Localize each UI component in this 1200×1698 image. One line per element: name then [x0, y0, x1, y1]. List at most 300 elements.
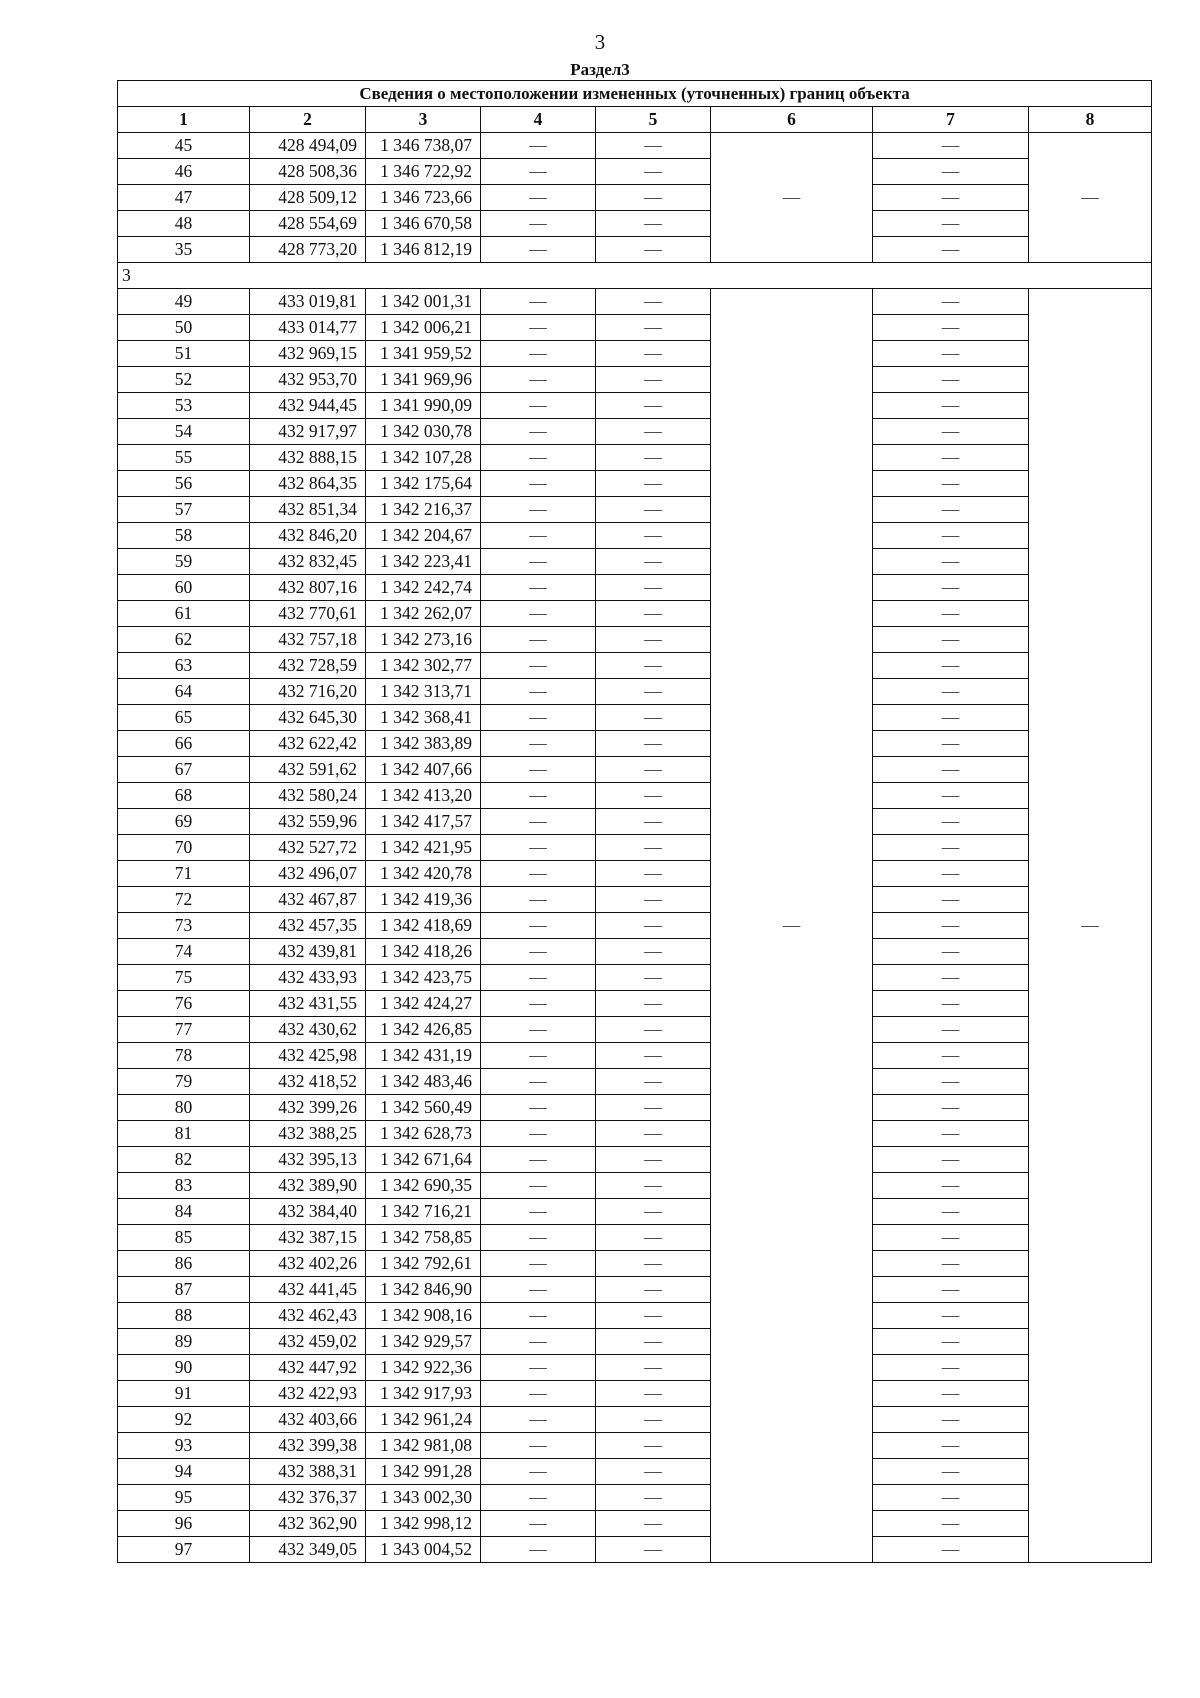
col4-cell: —	[481, 861, 596, 887]
table-row	[118, 1251, 1152, 1277]
y-coordinate-cell: 1 342 216,37	[366, 497, 481, 523]
table-row	[118, 1433, 1152, 1459]
col4-cell: —	[481, 887, 596, 913]
column-header: 3	[366, 107, 481, 133]
col4-cell: —	[481, 627, 596, 653]
col7-cell: —	[873, 237, 1029, 263]
x-coordinate-cell: 432 580,24	[250, 783, 366, 809]
col5-cell: —	[596, 627, 711, 653]
col4-cell: —	[481, 315, 596, 341]
x-coordinate-cell: 432 402,26	[250, 1251, 366, 1277]
point-number-cell: 92	[118, 1407, 250, 1433]
x-coordinate-cell: 432 716,20	[250, 679, 366, 705]
y-coordinate-cell: 1 342 383,89	[366, 731, 481, 757]
x-coordinate-cell: 432 888,15	[250, 445, 366, 471]
table-row	[118, 757, 1152, 783]
col4-cell: —	[481, 1017, 596, 1043]
col4-cell: —	[481, 939, 596, 965]
col5-cell: —	[596, 861, 711, 887]
point-number-cell: 97	[118, 1537, 250, 1563]
column-header: 7	[873, 107, 1029, 133]
col5-cell: —	[596, 601, 711, 627]
point-number-cell: 67	[118, 757, 250, 783]
table-row	[118, 783, 1152, 809]
y-coordinate-cell: 1 342 424,27	[366, 991, 481, 1017]
col5-cell: —	[596, 419, 711, 445]
col4-cell: —	[481, 1407, 596, 1433]
y-coordinate-cell: 1 342 273,16	[366, 627, 481, 653]
col4-cell: —	[481, 289, 596, 315]
col7-cell: —	[873, 185, 1029, 211]
col5-cell: —	[596, 835, 711, 861]
table-row	[118, 1043, 1152, 1069]
col4-cell: —	[481, 1147, 596, 1173]
x-coordinate-cell: 432 431,55	[250, 991, 366, 1017]
col4-cell: —	[481, 185, 596, 211]
x-coordinate-cell: 432 388,25	[250, 1121, 366, 1147]
y-coordinate-cell: 1 342 302,77	[366, 653, 481, 679]
point-number-cell: 74	[118, 939, 250, 965]
table-row	[118, 237, 1152, 263]
table-row	[118, 1095, 1152, 1121]
col5-cell: —	[596, 1173, 711, 1199]
point-number-cell: 63	[118, 653, 250, 679]
col4-cell: —	[481, 1485, 596, 1511]
col4-cell: —	[481, 471, 596, 497]
col7-cell: —	[873, 835, 1029, 861]
x-coordinate-cell: 432 433,93	[250, 965, 366, 991]
point-number-cell: 79	[118, 1069, 250, 1095]
col5-cell: —	[596, 1355, 711, 1381]
col4-cell: —	[481, 913, 596, 939]
point-number-cell: 45	[118, 133, 250, 159]
col8-merged-cell: —	[1029, 289, 1152, 1563]
y-coordinate-cell: 1 342 690,35	[366, 1173, 481, 1199]
table-caption: Сведения о местоположении измененных (уточненных) границ объекта	[118, 81, 1152, 107]
point-number-cell: 94	[118, 1459, 250, 1485]
table-row	[118, 419, 1152, 445]
table-row	[118, 471, 1152, 497]
col5-cell: —	[596, 1095, 711, 1121]
col5-cell: —	[596, 757, 711, 783]
point-number-cell: 55	[118, 445, 250, 471]
x-coordinate-cell: 432 917,97	[250, 419, 366, 445]
col4-cell: —	[481, 835, 596, 861]
point-number-cell: 48	[118, 211, 250, 237]
table-row	[118, 1277, 1152, 1303]
col5-cell: —	[596, 991, 711, 1017]
x-coordinate-cell: 428 508,36	[250, 159, 366, 185]
table-row	[118, 965, 1152, 991]
x-coordinate-cell: 433 019,81	[250, 289, 366, 315]
y-coordinate-cell: 1 342 368,41	[366, 705, 481, 731]
point-number-cell: 88	[118, 1303, 250, 1329]
table-row	[118, 341, 1152, 367]
table-row	[118, 887, 1152, 913]
y-coordinate-cell: 1 342 431,19	[366, 1043, 481, 1069]
col7-cell: —	[873, 1381, 1029, 1407]
col7-cell: —	[873, 757, 1029, 783]
col7-cell: —	[873, 159, 1029, 185]
point-number-cell: 87	[118, 1277, 250, 1303]
col7-cell: —	[873, 1433, 1029, 1459]
y-coordinate-cell: 1 342 204,67	[366, 523, 481, 549]
x-coordinate-cell: 432 846,20	[250, 523, 366, 549]
table-row	[118, 549, 1152, 575]
col5-cell: —	[596, 159, 711, 185]
point-number-cell: 78	[118, 1043, 250, 1069]
col5-cell: —	[596, 1537, 711, 1563]
col4-cell: —	[481, 1173, 596, 1199]
column-header: 1	[118, 107, 250, 133]
table-row	[118, 991, 1152, 1017]
col5-cell: —	[596, 1381, 711, 1407]
point-number-cell: 46	[118, 159, 250, 185]
col7-cell: —	[873, 289, 1029, 315]
x-coordinate-cell: 428 554,69	[250, 211, 366, 237]
x-coordinate-cell: 432 459,02	[250, 1329, 366, 1355]
col7-cell: —	[873, 523, 1029, 549]
x-coordinate-cell: 432 757,18	[250, 627, 366, 653]
column-header: 8	[1029, 107, 1152, 133]
col7-cell: —	[873, 705, 1029, 731]
table-row	[118, 289, 1152, 315]
col5-cell: —	[596, 1017, 711, 1043]
col7-cell: —	[873, 393, 1029, 419]
x-coordinate-cell: 432 349,05	[250, 1537, 366, 1563]
x-coordinate-cell: 432 832,45	[250, 549, 366, 575]
col7-cell: —	[873, 1121, 1029, 1147]
table-row	[118, 159, 1152, 185]
point-number-cell: 81	[118, 1121, 250, 1147]
point-number-cell: 53	[118, 393, 250, 419]
col7-cell: —	[873, 1225, 1029, 1251]
point-number-cell: 80	[118, 1095, 250, 1121]
table-row	[118, 861, 1152, 887]
col4-cell: —	[481, 1355, 596, 1381]
col5-cell: —	[596, 1199, 711, 1225]
x-coordinate-cell: 432 362,90	[250, 1511, 366, 1537]
y-coordinate-cell: 1 342 006,21	[366, 315, 481, 341]
y-coordinate-cell: 1 342 001,31	[366, 289, 481, 315]
col4-cell: —	[481, 341, 596, 367]
table-row	[118, 1121, 1152, 1147]
boundary-coordinates-table	[117, 80, 1152, 1563]
col5-cell: —	[596, 393, 711, 419]
point-number-cell: 35	[118, 237, 250, 263]
col7-cell: —	[873, 1069, 1029, 1095]
y-coordinate-cell: 1 346 723,66	[366, 185, 481, 211]
col5-cell: —	[596, 1459, 711, 1485]
y-coordinate-cell: 1 342 407,66	[366, 757, 481, 783]
point-number-cell: 61	[118, 601, 250, 627]
col5-cell: —	[596, 289, 711, 315]
point-number-cell: 47	[118, 185, 250, 211]
x-coordinate-cell: 432 462,43	[250, 1303, 366, 1329]
col4-cell: —	[481, 445, 596, 471]
point-number-cell: 68	[118, 783, 250, 809]
table-row	[118, 653, 1152, 679]
col7-cell: —	[873, 1043, 1029, 1069]
y-coordinate-cell: 1 342 419,36	[366, 887, 481, 913]
col5-cell: —	[596, 237, 711, 263]
x-coordinate-cell: 432 399,38	[250, 1433, 366, 1459]
x-coordinate-cell: 432 425,98	[250, 1043, 366, 1069]
table-row	[118, 1537, 1152, 1563]
col4-cell: —	[481, 1043, 596, 1069]
col4-cell: —	[481, 1459, 596, 1485]
col4-cell: —	[481, 1433, 596, 1459]
y-coordinate-cell: 1 342 413,20	[366, 783, 481, 809]
point-number-cell: 52	[118, 367, 250, 393]
col4-cell: —	[481, 1277, 596, 1303]
col5-cell: —	[596, 731, 711, 757]
y-coordinate-cell: 1 342 716,21	[366, 1199, 481, 1225]
y-coordinate-cell: 1 341 959,52	[366, 341, 481, 367]
col4-cell: —	[481, 393, 596, 419]
col5-cell: —	[596, 1147, 711, 1173]
col5-cell: —	[596, 783, 711, 809]
point-number-cell: 50	[118, 315, 250, 341]
col5-cell: —	[596, 133, 711, 159]
x-coordinate-cell: 432 389,90	[250, 1173, 366, 1199]
col5-cell: —	[596, 939, 711, 965]
x-coordinate-cell: 432 527,72	[250, 835, 366, 861]
col5-cell: —	[596, 1069, 711, 1095]
table-row	[118, 497, 1152, 523]
x-coordinate-cell: 432 387,15	[250, 1225, 366, 1251]
col8-merged-cell: —	[1029, 133, 1152, 263]
column-header: 6	[711, 107, 873, 133]
col5-cell: —	[596, 497, 711, 523]
point-number-cell: 84	[118, 1199, 250, 1225]
col5-cell: —	[596, 575, 711, 601]
col7-cell: —	[873, 367, 1029, 393]
x-coordinate-cell: 432 384,40	[250, 1199, 366, 1225]
col4-cell: —	[481, 601, 596, 627]
table-row	[118, 1147, 1152, 1173]
table-row	[118, 1485, 1152, 1511]
point-number-cell: 70	[118, 835, 250, 861]
y-coordinate-cell: 1 342 917,93	[366, 1381, 481, 1407]
x-coordinate-cell: 432 944,45	[250, 393, 366, 419]
x-coordinate-cell: 432 418,52	[250, 1069, 366, 1095]
col7-cell: —	[873, 653, 1029, 679]
col4-cell: —	[481, 159, 596, 185]
point-number-cell: 73	[118, 913, 250, 939]
point-number-cell: 90	[118, 1355, 250, 1381]
col5-cell: —	[596, 523, 711, 549]
col4-cell: —	[481, 1121, 596, 1147]
table-row	[118, 705, 1152, 731]
col5-cell: —	[596, 1121, 711, 1147]
point-number-cell: 69	[118, 809, 250, 835]
table-row	[118, 601, 1152, 627]
col4-cell: —	[481, 1069, 596, 1095]
point-number-cell: 54	[118, 419, 250, 445]
x-coordinate-cell: 432 457,35	[250, 913, 366, 939]
y-coordinate-cell: 1 342 175,64	[366, 471, 481, 497]
col5-cell: —	[596, 315, 711, 341]
x-coordinate-cell: 432 864,35	[250, 471, 366, 497]
col7-cell: —	[873, 809, 1029, 835]
y-coordinate-cell: 1 342 792,61	[366, 1251, 481, 1277]
col7-cell: —	[873, 731, 1029, 757]
col5-cell: —	[596, 887, 711, 913]
table-row	[118, 1511, 1152, 1537]
x-coordinate-cell: 432 559,96	[250, 809, 366, 835]
y-coordinate-cell: 1 342 107,28	[366, 445, 481, 471]
col7-cell: —	[873, 1511, 1029, 1537]
point-number-cell: 95	[118, 1485, 250, 1511]
col4-cell: —	[481, 211, 596, 237]
col7-cell: —	[873, 1095, 1029, 1121]
y-coordinate-cell: 1 342 313,71	[366, 679, 481, 705]
y-coordinate-cell: 1 342 560,49	[366, 1095, 481, 1121]
point-number-cell: 71	[118, 861, 250, 887]
point-number-cell: 76	[118, 991, 250, 1017]
section-label-cell: 3	[118, 263, 1152, 289]
y-coordinate-cell: 1 342 628,73	[366, 1121, 481, 1147]
col5-cell: —	[596, 367, 711, 393]
col7-cell: —	[873, 1485, 1029, 1511]
col5-cell: —	[596, 1485, 711, 1511]
table-row	[118, 913, 1152, 939]
y-coordinate-cell: 1 342 421,95	[366, 835, 481, 861]
point-number-cell: 91	[118, 1381, 250, 1407]
point-number-cell: 93	[118, 1433, 250, 1459]
col4-cell: —	[481, 731, 596, 757]
y-coordinate-cell: 1 342 922,36	[366, 1355, 481, 1381]
col7-cell: —	[873, 549, 1029, 575]
col7-cell: —	[873, 1017, 1029, 1043]
col5-cell: —	[596, 1407, 711, 1433]
col4-cell: —	[481, 757, 596, 783]
col4-cell: —	[481, 1511, 596, 1537]
point-number-cell: 59	[118, 549, 250, 575]
col5-cell: —	[596, 1303, 711, 1329]
y-coordinate-cell: 1 341 969,96	[366, 367, 481, 393]
column-header: 2	[250, 107, 366, 133]
col4-cell: —	[481, 1537, 596, 1563]
y-coordinate-cell: 1 342 998,12	[366, 1511, 481, 1537]
point-number-cell: 83	[118, 1173, 250, 1199]
table-row	[118, 627, 1152, 653]
col5-cell: —	[596, 471, 711, 497]
x-coordinate-cell: 432 728,59	[250, 653, 366, 679]
col5-cell: —	[596, 679, 711, 705]
y-coordinate-cell: 1 342 426,85	[366, 1017, 481, 1043]
page-number: 3	[594, 30, 606, 54]
table-row	[118, 809, 1152, 835]
section-title: Раздел3	[570, 60, 630, 79]
x-coordinate-cell: 432 395,13	[250, 1147, 366, 1173]
col7-cell: —	[873, 679, 1029, 705]
table-row	[118, 133, 1152, 159]
col7-cell: —	[873, 1277, 1029, 1303]
y-coordinate-cell: 1 342 929,57	[366, 1329, 481, 1355]
x-coordinate-cell: 432 496,07	[250, 861, 366, 887]
table-row	[118, 1329, 1152, 1355]
y-coordinate-cell: 1 341 990,09	[366, 393, 481, 419]
point-number-cell: 64	[118, 679, 250, 705]
col7-cell: —	[873, 991, 1029, 1017]
col7-cell: —	[873, 913, 1029, 939]
point-number-cell: 77	[118, 1017, 250, 1043]
col4-cell: —	[481, 1251, 596, 1277]
table-row	[118, 367, 1152, 393]
point-number-cell: 86	[118, 1251, 250, 1277]
x-coordinate-cell: 432 969,15	[250, 341, 366, 367]
point-number-cell: 62	[118, 627, 250, 653]
col5-cell: —	[596, 913, 711, 939]
col4-cell: —	[481, 133, 596, 159]
col4-cell: —	[481, 1381, 596, 1407]
y-coordinate-cell: 1 342 671,64	[366, 1147, 481, 1173]
point-number-cell: 58	[118, 523, 250, 549]
table-row	[118, 445, 1152, 471]
col4-cell: —	[481, 523, 596, 549]
table-row	[118, 1459, 1152, 1485]
col7-cell: —	[873, 1329, 1029, 1355]
col7-cell: —	[873, 419, 1029, 445]
col5-cell: —	[596, 341, 711, 367]
col4-cell: —	[481, 1199, 596, 1225]
col7-cell: —	[873, 861, 1029, 887]
y-coordinate-cell: 1 342 758,85	[366, 1225, 481, 1251]
col5-cell: —	[596, 1511, 711, 1537]
x-coordinate-cell: 432 388,31	[250, 1459, 366, 1485]
x-coordinate-cell: 432 376,37	[250, 1485, 366, 1511]
x-coordinate-cell: 432 430,62	[250, 1017, 366, 1043]
col7-cell: —	[873, 783, 1029, 809]
col4-cell: —	[481, 783, 596, 809]
col5-cell: —	[596, 1251, 711, 1277]
col7-cell: —	[873, 445, 1029, 471]
col7-cell: —	[873, 1355, 1029, 1381]
col4-cell: —	[481, 549, 596, 575]
y-coordinate-cell: 1 343 002,30	[366, 1485, 481, 1511]
y-coordinate-cell: 1 346 722,92	[366, 159, 481, 185]
col7-cell: —	[873, 939, 1029, 965]
table-row	[118, 315, 1152, 341]
col7-cell: —	[873, 133, 1029, 159]
y-coordinate-cell: 1 342 262,07	[366, 601, 481, 627]
y-coordinate-cell: 1 342 908,16	[366, 1303, 481, 1329]
table-row	[118, 1069, 1152, 1095]
col7-cell: —	[873, 1147, 1029, 1173]
point-number-cell: 89	[118, 1329, 250, 1355]
col7-cell: —	[873, 1199, 1029, 1225]
col7-cell: —	[873, 1459, 1029, 1485]
point-number-cell: 56	[118, 471, 250, 497]
y-coordinate-cell: 1 342 417,57	[366, 809, 481, 835]
table-row	[118, 1407, 1152, 1433]
col4-cell: —	[481, 497, 596, 523]
col5-cell: —	[596, 185, 711, 211]
col7-cell: —	[873, 1537, 1029, 1563]
table-row	[118, 1017, 1152, 1043]
col4-cell: —	[481, 679, 596, 705]
y-coordinate-cell: 1 342 418,26	[366, 939, 481, 965]
table-row	[118, 939, 1152, 965]
x-coordinate-cell: 428 773,20	[250, 237, 366, 263]
x-coordinate-cell: 428 509,12	[250, 185, 366, 211]
y-coordinate-cell: 1 342 991,28	[366, 1459, 481, 1485]
table-row	[118, 393, 1152, 419]
x-coordinate-cell: 432 622,42	[250, 731, 366, 757]
x-coordinate-cell: 432 591,62	[250, 757, 366, 783]
